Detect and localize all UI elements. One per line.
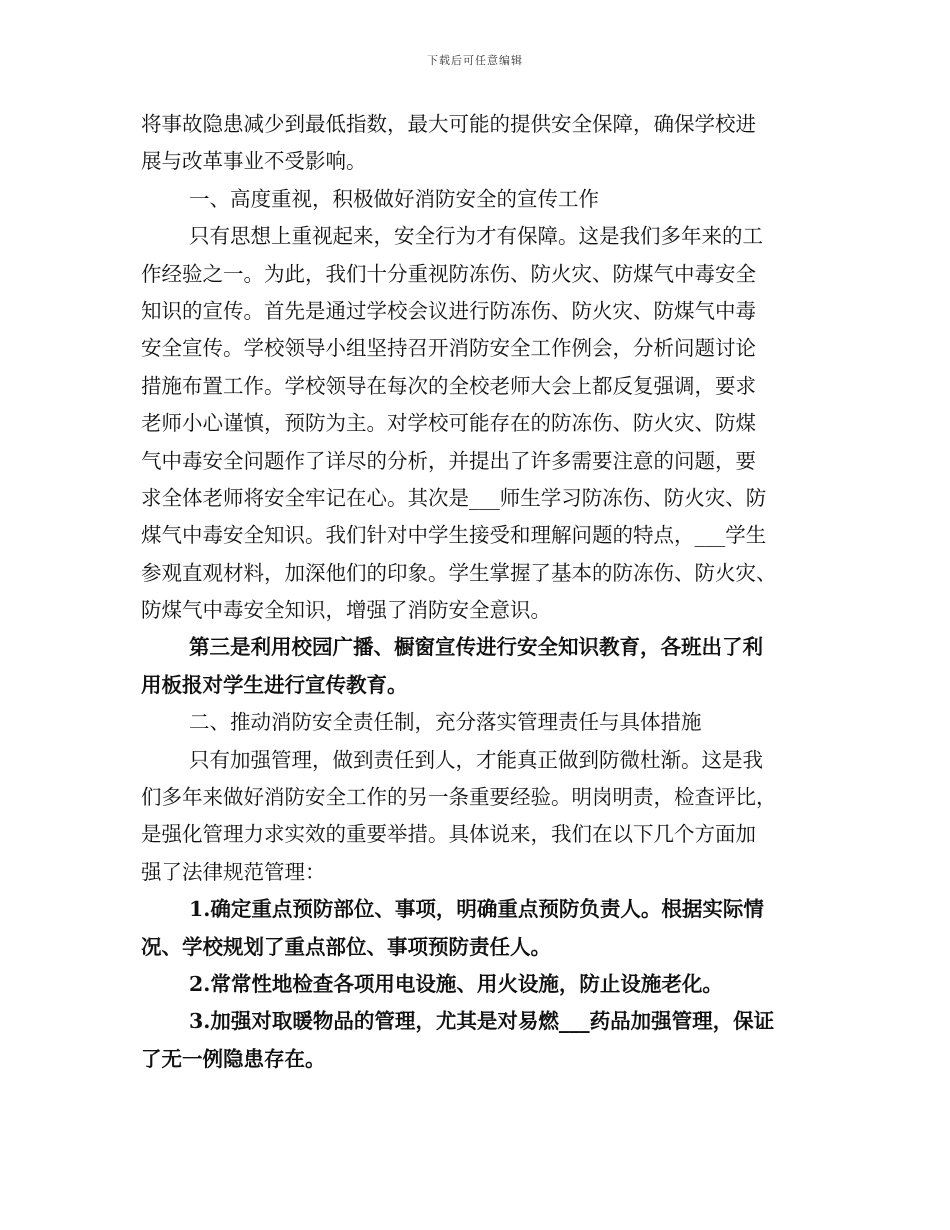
page-header: 下载后可任意编辑 [427, 54, 523, 67]
document-body [141, 106, 811, 1078]
paragraph-line: 们多年来做好消防安全工作的另一条重要经验。明岗明责，检查评比， [141, 785, 777, 810]
paragraph-line: 气中毒安全问题作了详尽的分析，并提出了许多需要注意的问题，要 [141, 448, 756, 473]
paragraph-line: 措施布置工作。学校领导在每次的全校老师大会上都反复强调，要求 [141, 373, 756, 398]
paragraph-line: 将事故隐患减少到最低指数，最大可能的提供安全保障，确保学校进 [141, 112, 756, 136]
paragraph-line: 安全宣传。学校领导小组坚持召开消防安全工作例会，分析问题讨论 [141, 336, 756, 361]
paragraph-line: 知识的宣传。首先是通过学校会议进行防冻伤、防火灾、防煤气中毒 [141, 298, 756, 323]
paragraph-line: 煤气中毒安全知识。我们针对中学生接受和理解问题的特点，___学生 [141, 523, 767, 548]
paragraph-line: 作经验之一。为此，我们十分重视防冻伤、防火灾、防煤气中毒安全 [141, 261, 756, 286]
list-item-continuation: 况、学校规划了重点部位、事项预防责任人。 [141, 934, 551, 959]
list-item: 1.确定重点预防部位、事项，明确重点预防负责人。根据实际情 [189, 897, 764, 922]
section-heading: 一、高度重视，积极做好消防安全的宣传工作 [189, 186, 599, 211]
paragraph-line: 只有加强管理，做到责任到人，才能真正做到防微杜渐。这是我 [189, 747, 763, 772]
paragraph-line: 防煤气中毒安全知识，增强了消防安全意识。 [141, 598, 551, 623]
paragraph-line: 是强化管理力求实效的重要举措。具体说来，我们在以下几个方面加 [141, 822, 756, 847]
paragraph-line: 参观直观材料，加深他们的印象。学生掌握了基本的防冻伤、防火灾、 [141, 560, 777, 585]
list-item-continuation: 了无一例隐患存在。 [141, 1046, 326, 1071]
paragraph-line: 只有思想上重视起来，安全行为才有保障。这是我们多年来的工 [189, 224, 763, 249]
bold-paragraph-line: 第三是利用校园广播、橱窗宣传进行安全知识教育，各班出了利 [189, 635, 763, 660]
list-item: 2.常常性地检查各项用电设施、用火设施，防止设施老化。 [189, 971, 723, 996]
paragraph-line: 求全体老师将安全牢记在心。其次是___师生学习防冻伤、防火灾、防 [141, 485, 767, 510]
section-heading: 二、推动消防安全责任制，充分落实管理责任与具体措施 [189, 710, 702, 735]
list-item: 3.加强对取暖物品的管理，尤其是对易燃___药品加强管理，保证 [189, 1009, 775, 1034]
paragraph-line: 展与改革事业不受影响。 [141, 149, 367, 174]
paragraph-line: 强了法律规范管理： [141, 859, 326, 884]
bold-paragraph-line: 用板报对学生进行宣传教育。 [141, 672, 408, 697]
paragraph-line: 老师小心谨慎，预防为主。对学校可能存在的防冻伤、防火灾、防煤 [141, 411, 756, 436]
